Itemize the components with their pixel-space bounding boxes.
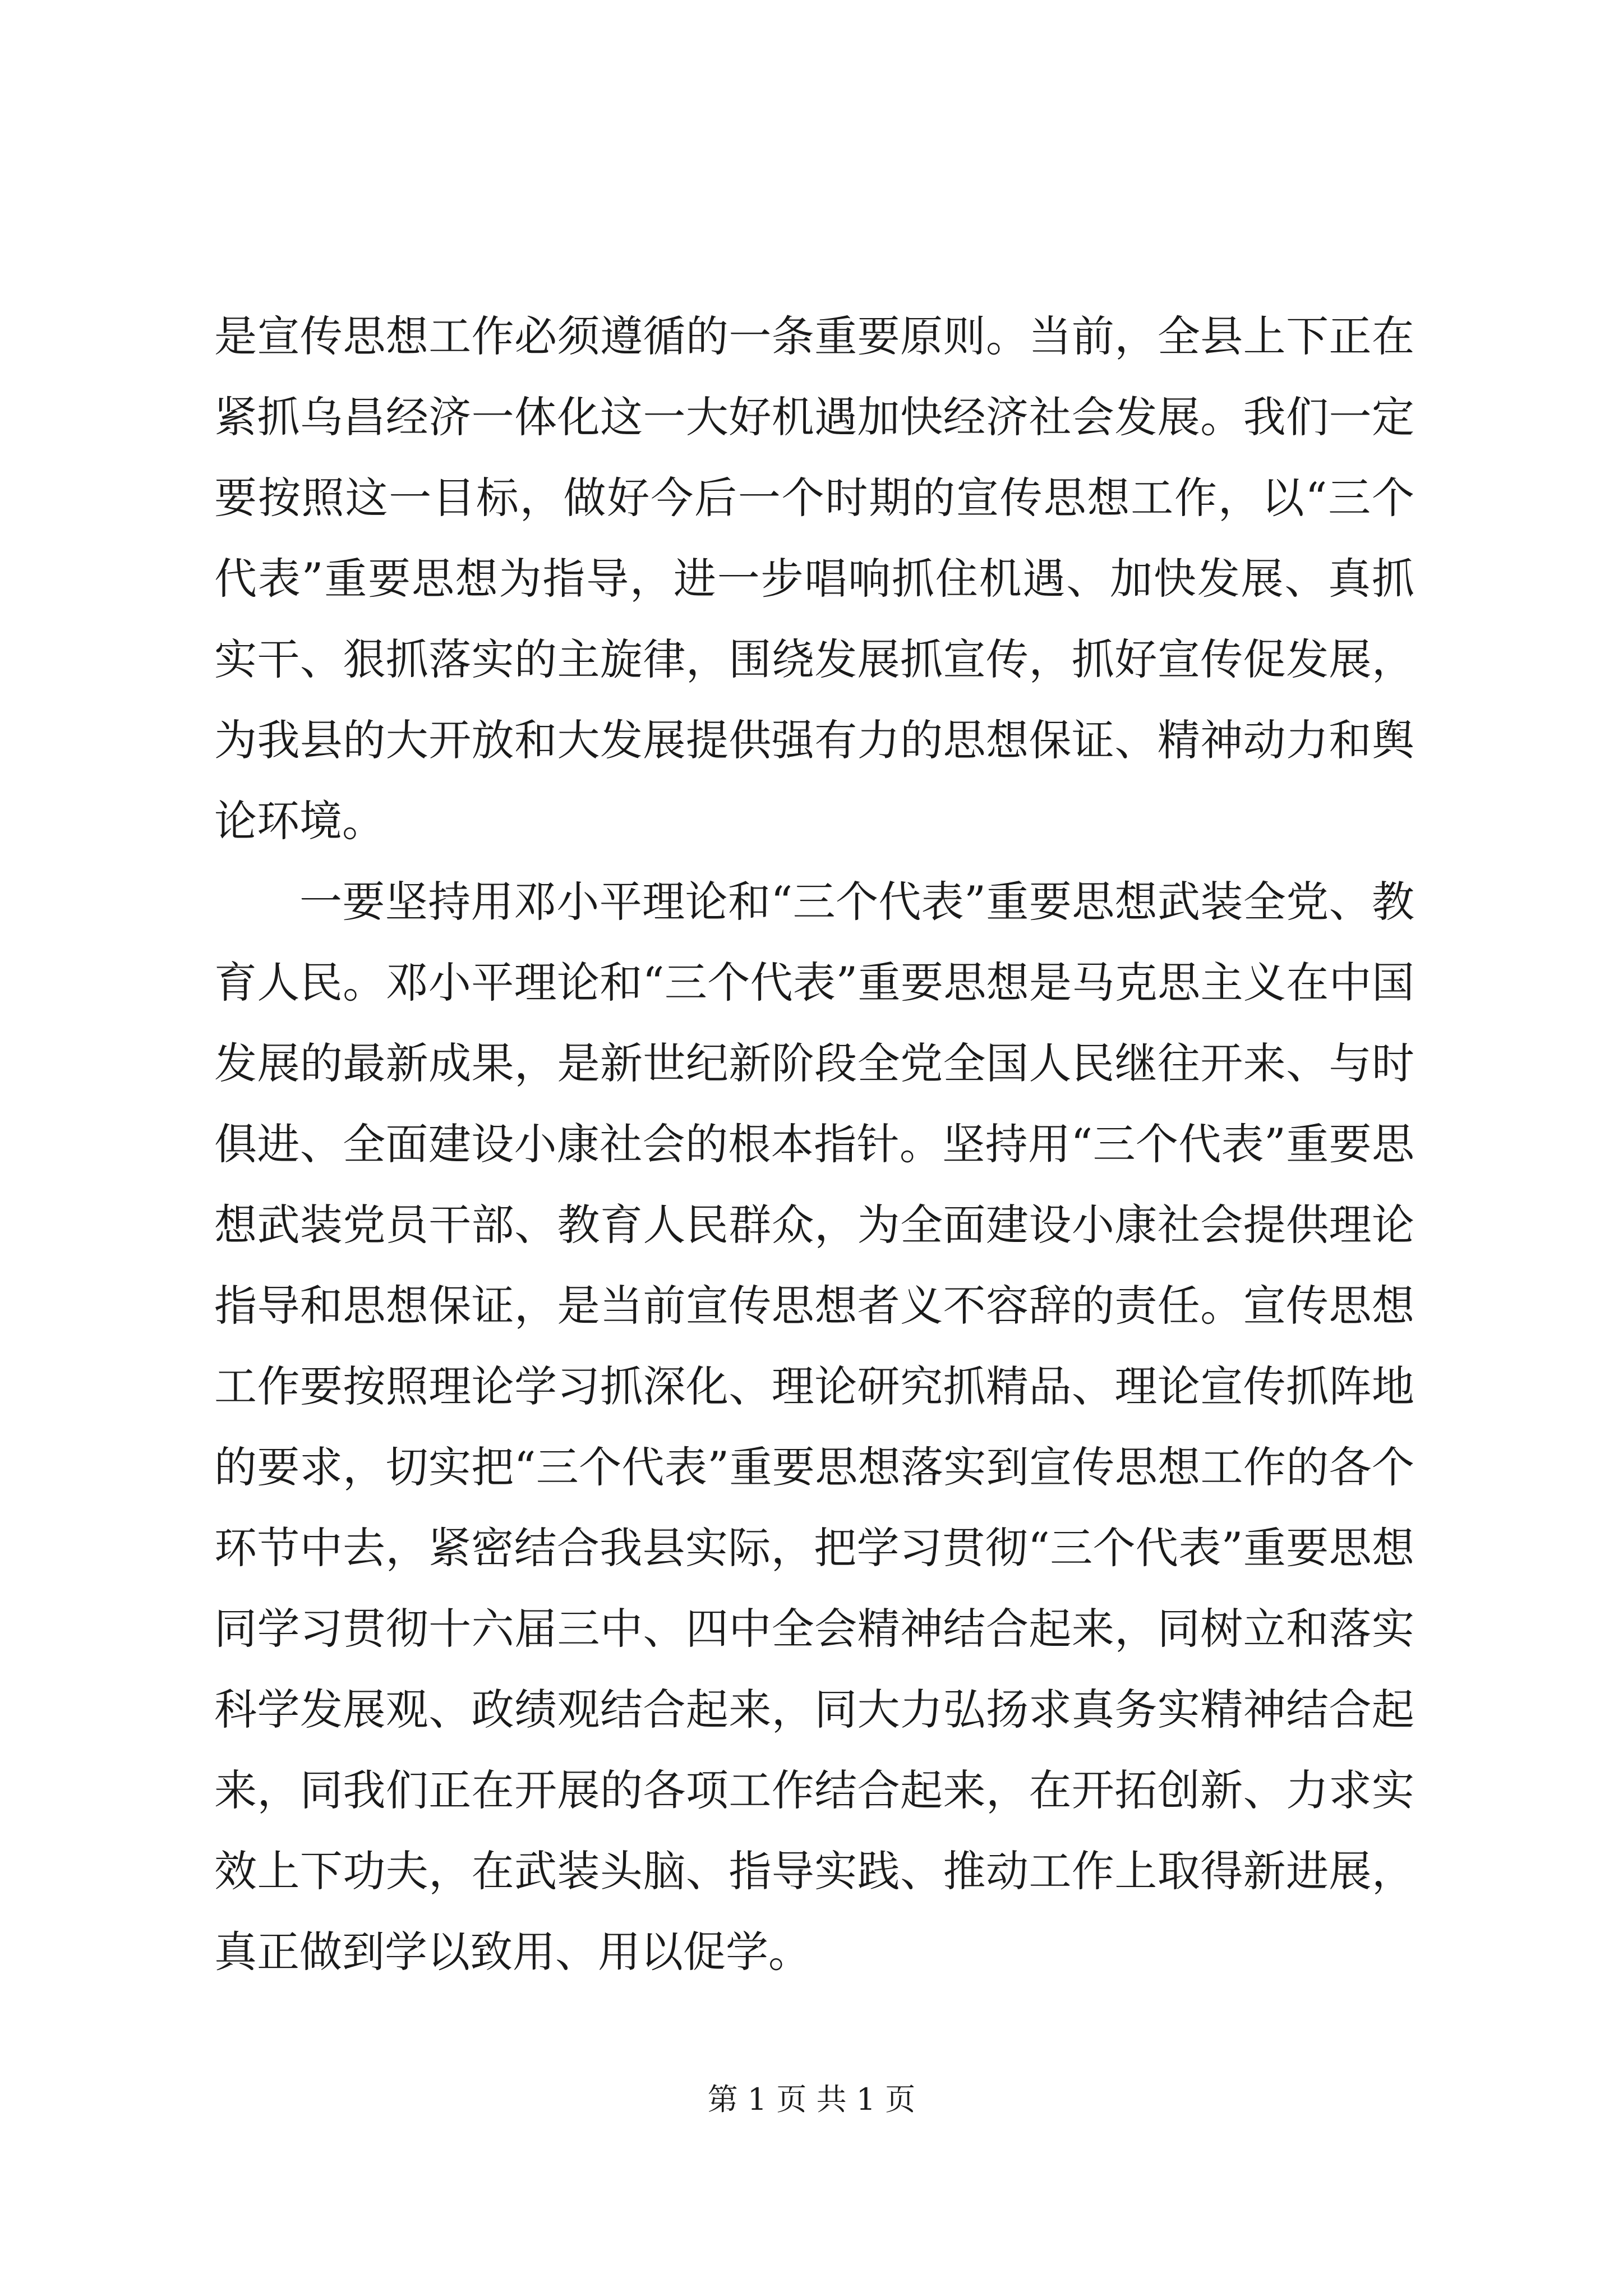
document-body [214,296,1414,1993]
paragraph-first-point: 一要坚持用邓小平理论和“三个代表”重要思想武装全党、教育人民。邓小平理论和“三个代表”重要思想是马克思主义在中国发展的最新成果，是新世纪新阶段全党全国人民继往开来、与时俱进、全面建设小康社会的根本指针。坚持用“三个代表”重要思想武装党员干部、教育人民群众，为全面建设小康社会提供理论指导和思想保证，是当前宣传思想者义不容辞的责任。宣传思想工作要按照理论学习抓深化、理论研究抓精品、理论宣传抓阵地的要求，切实把“三个代表”重要思想落实到宣传思想工作的各个环节中去，紧密结合我县实际，把学习贯彻“三个代表”重要思想同学习贯彻十六届三中、四中全会精神结合起来，同树立和落实科学发展观、政绩观结合起来，同大力弘扬求真务实精神结合起来，同我们正在开展的各项工作结合起来，在开拓创新、力求实效上下功夫，在武装头脑、指导实践、推动工作上取得新进展，真正做到学以致用、用以促学。 [214,877,1414,1977]
page-footer: 第 1 页 共 1 页 [707,2082,916,2117]
paragraph-continuation: 是宣传思想工作必须遵循的一条重要原则。当前，全县上下正在紧抓乌昌经济一体化这一大好机遇加快经济社会发展。我们一定要按照这一目标，做好今后一个时期的宣传思想工作，以“三个代表”重要思想为指导，进一步唱响抓住机遇、加快发展、真抓实干、狠抓落实的主旋律，围绕发展抓宣传，抓好宣传促发展，为我县的大开放和大发展提供强有力的思想保证、精神动力和舆论环境。 [214,311,1414,846]
